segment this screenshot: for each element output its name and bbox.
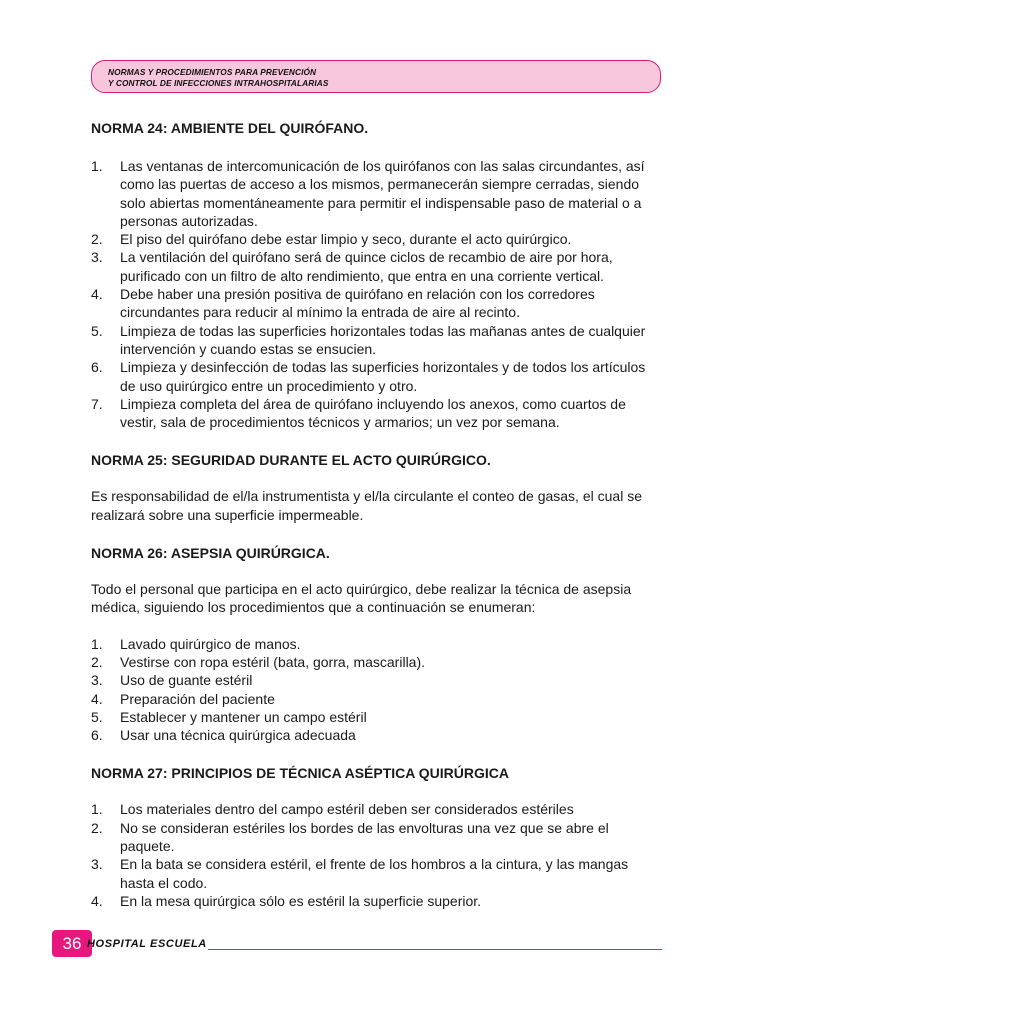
list-item-text: Uso de guante estéril <box>120 672 253 689</box>
list-item <box>91 248 671 285</box>
norma-26-paragraph <box>91 580 671 617</box>
page-content <box>91 119 671 910</box>
norma-25-line-2: realizará sobre una superficie impermeable. <box>91 506 364 523</box>
list-item <box>91 230 671 248</box>
list-item <box>91 892 671 910</box>
list-item <box>91 690 671 708</box>
norma-26-title: NORMA 26: ASEPSIA QUIRÚRGICA. <box>91 545 330 562</box>
list-item-text: Las ventanas de intercomunicación de los quirófanos con las salas circundantes, así <box>120 158 645 174</box>
list-item-text: Limpieza y desinfección de todas las superficies horizontales y de todos los artículos <box>120 359 646 376</box>
document-header-banner <box>91 60 661 93</box>
list-item <box>91 635 671 653</box>
list-item-number: 2. <box>91 653 103 670</box>
list-item-text: Vestirse con ropa estéril (bata, gorra, mascarilla). <box>120 653 426 670</box>
list-item-number: 2. <box>91 819 103 836</box>
list-item-text: Establecer y mantener un campo estéril <box>120 708 367 725</box>
list-item-text: personas autorizadas. <box>120 212 258 229</box>
list-item-number: 4. <box>91 690 103 707</box>
list-item <box>91 653 671 671</box>
list-item <box>91 855 671 892</box>
list-item-text: vestir, sala de procedimientos técnicos y armarios; un vez por semana. <box>120 414 560 431</box>
list-item-text: solo abiertas momentáneamente para permitir el indispensable paso de material o a <box>120 194 642 211</box>
norma-26-line-2: médica, siguiendo los procedimientos que a continuación se enumeran: <box>91 599 536 616</box>
list-item-text: paquete. <box>120 838 175 855</box>
list-item-text: hasta el codo. <box>120 874 208 891</box>
list-item-number: 4. <box>91 286 103 303</box>
list-item-text: intervención y cuando estas se ensucien. <box>120 340 377 357</box>
norma-25-paragraph <box>91 487 671 524</box>
list-item-number: 5. <box>91 708 103 725</box>
list-item-text: purificado con un filtro de alto rendimiento, que entra en una corriente vertical. <box>120 267 605 284</box>
list-item <box>91 358 671 395</box>
list-item-text: Usar una técnica quirúrgica adecuada <box>120 727 356 744</box>
list-item-number: 6. <box>91 727 103 744</box>
list-item-text: Debe haber una presión positiva de quirófano en relación con los corredores <box>120 286 595 303</box>
list-item-number: 1. <box>91 635 103 652</box>
list-item <box>91 800 671 818</box>
header-line-2: Y CONTROL DE INFECCIONES INTRAHOSPITALARIAS <box>108 77 329 88</box>
list-item-number: 6. <box>91 359 103 376</box>
list-item-text: El piso del quirófano debe estar limpio y seco, durante el acto quirúrgico. <box>120 231 572 248</box>
list-item-number: 1. <box>91 158 103 174</box>
list-item-text: Limpieza de todas las superficies horizontales todas las mañanas antes de cualquier <box>120 322 646 339</box>
list-item <box>91 708 671 726</box>
list-item-text: Preparación del paciente <box>120 690 275 707</box>
header-line-1: NORMAS Y PROCEDIMIENTOS PARA PREVENCIÓN <box>108 67 317 77</box>
list-item-number: 1. <box>91 801 103 818</box>
norma-25-line-1: Es responsabilidad de el/la instrumentista y el/la circulante el conteo de gasas, el cual se <box>91 488 642 505</box>
list-item-number: 3. <box>91 856 103 873</box>
norma-27-title: NORMA 27: PRINCIPIOS DE TÉCNICA ASÉPTICA QUIRÚRGICA <box>91 765 509 782</box>
norma-26-line-1: Todo el personal que participa en el acto quirúrgico, debe realizar la técnica de asepsia <box>91 581 632 598</box>
list-item <box>91 819 671 856</box>
list-item-text: No se consideran estériles los bordes de las envolturas una vez que se abre el <box>120 819 609 836</box>
norma-24-title: NORMA 24: AMBIENTE DEL QUIRÓFANO. <box>91 120 369 136</box>
norma-24-list <box>91 157 671 431</box>
list-item-number: 3. <box>91 672 103 689</box>
list-item-number: 4. <box>91 892 103 909</box>
list-item <box>91 285 671 322</box>
list-item-text: La ventilación del quirófano será de quince ciclos de recambio de aire por hora, <box>120 249 613 266</box>
list-item-text: Los materiales dentro del campo estéril deben ser considerados estériles <box>120 801 574 818</box>
page-number: 36 <box>52 930 92 957</box>
list-item <box>91 157 671 230</box>
list-item-number: 5. <box>91 322 103 339</box>
list-item-text: de uso quirúrgico entre un procedimiento y otro. <box>120 377 418 394</box>
list-item-number: 7. <box>91 395 103 412</box>
list-item <box>91 671 671 689</box>
list-item-text: como las puertas de acceso a los mismos, permanecerán siempre cerradas, siendo <box>120 176 640 193</box>
list-item-text: circundantes para reducir al mínimo la entrada de aire al recinto. <box>120 304 520 321</box>
norma-25-title: NORMA 25: SEGURIDAD DURANTE EL ACTO QUIRÚRGICO. <box>91 452 491 469</box>
list-item-text: Lavado quirúrgico de manos. <box>120 635 301 652</box>
page-footer <box>52 930 664 960</box>
list-item <box>91 395 671 432</box>
norma-27-list <box>91 800 671 910</box>
list-item <box>91 726 671 744</box>
list-item <box>91 322 671 359</box>
footer-label: HOSPITAL ESCUELA <box>87 938 207 950</box>
footer-rule <box>208 949 662 950</box>
list-item-text: En la mesa quirúrgica sólo es estéril la superficie superior. <box>120 892 482 909</box>
norma-26-list <box>91 635 671 745</box>
list-item-text: Limpieza completa del área de quirófano incluyendo los anexos, como cuartos de <box>120 395 626 412</box>
list-item-number: 2. <box>91 231 103 248</box>
list-item-number: 3. <box>91 249 103 266</box>
list-item-text: En la bata se considera estéril, el frente de los hombros a la cintura, y las mangas <box>120 856 629 873</box>
